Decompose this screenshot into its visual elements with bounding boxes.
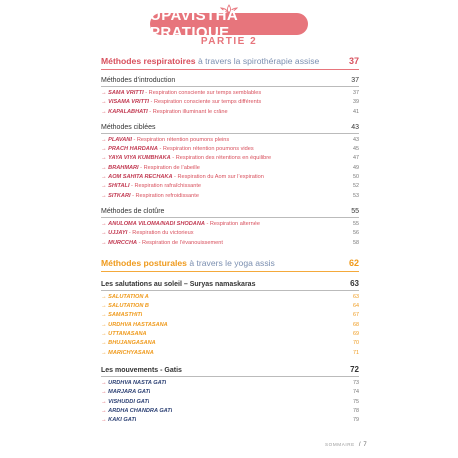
section-subtitle: à travers le yoga assis — [186, 257, 275, 268]
subsection-label: Méthodes ciblées — [101, 123, 156, 131]
subsection-ciblees[interactable] — [101, 124, 359, 134]
toc-entry[interactable]: → SHITALI - Respiration rafraîchissante 52 — [101, 183, 359, 190]
toc-entry[interactable]: → SALUTATION B 64 — [101, 303, 359, 310]
subsection-page-number: 72 — [350, 364, 359, 374]
toc-entry[interactable]: → VISAMA VRITTI - Respiration consciente sur temps différents 39 — [101, 99, 359, 106]
subsection-page-number: 37 — [351, 77, 359, 84]
arrow-icon: → — [101, 192, 109, 199]
subsection-cloture[interactable] — [101, 208, 359, 218]
arrow-icon: → — [101, 407, 109, 414]
arrow-icon: → — [101, 155, 109, 162]
section-page-number: 37 — [348, 56, 359, 66]
subsection-page-number: 63 — [350, 278, 359, 288]
section-subtitle: à travers la spirothérapie assise — [195, 56, 320, 66]
page-title-text: UPAVISTHA PRATIQUE — [150, 7, 238, 41]
arrow-icon: → — [101, 331, 109, 338]
list-ciblees — [101, 136, 359, 201]
arrow-icon: → — [101, 398, 109, 405]
page-subtitle: PARTIE 2 — [200, 36, 258, 47]
toc-entry[interactable]: → UTTANASANA 69 — [101, 331, 359, 338]
toc-entry[interactable]: → KAPALABHATI - Respiration illuminant le crâne 41 — [101, 108, 359, 115]
section-page-number: 62 — [348, 257, 359, 268]
arrow-icon: → — [101, 164, 109, 171]
toc-entry[interactable]: → MARJARA GATI 74 — [101, 389, 359, 396]
section-heading-respiratoires[interactable] — [101, 56, 359, 70]
toc-entry[interactable]: → MURCCHA - Respiration de l’évanouissement 58 — [101, 239, 359, 246]
arrow-icon: → — [101, 417, 109, 424]
arrow-icon: → — [101, 220, 109, 227]
section-title: Méthodes posturales — [101, 257, 187, 268]
page-footer — [325, 442, 367, 448]
arrow-icon: → — [101, 321, 109, 328]
subsection-label: Les mouvements - Gatis — [101, 366, 182, 374]
arrow-icon: → — [101, 136, 109, 143]
toc-entry[interactable]: → URDHVA HASTASANA 68 — [101, 321, 359, 328]
toc-entry[interactable]: → BRAHMARI - Respiration de l’abeille 49 — [101, 164, 359, 171]
table-of-contents — [101, 56, 359, 425]
toc-entry[interactable]: → KAKI GATI 79 — [101, 417, 359, 424]
arrow-icon: → — [101, 108, 109, 115]
subsection-introduction[interactable] — [101, 77, 359, 87]
subsection-label: Méthodes d’introduction — [101, 77, 176, 84]
arrow-icon: → — [101, 389, 109, 396]
subsection-salutations[interactable] — [101, 279, 359, 291]
subsection-page-number: 55 — [351, 207, 359, 215]
toc-entry[interactable]: → VISHUDDI GATI 75 — [101, 398, 359, 405]
toc-entry[interactable]: → MARICHYASANA 71 — [101, 349, 359, 356]
list-introduction — [101, 89, 359, 117]
arrow-icon: → — [101, 230, 109, 237]
subsection-page-number: 43 — [351, 123, 359, 131]
arrow-icon: → — [101, 312, 109, 319]
toc-entry[interactable]: → PLAVANI - Respiration rétention poumons pleins 43 — [101, 136, 359, 143]
toc-entry[interactable]: → BHUJANGASANA 70 — [101, 340, 359, 347]
list-cloture — [101, 220, 359, 248]
list-salutations — [101, 293, 359, 358]
toc-entry[interactable]: → SAMASTHITI 67 — [101, 312, 359, 319]
arrow-icon: → — [101, 99, 109, 106]
toc-entry[interactable]: → SALUTATION A 63 — [101, 293, 359, 300]
arrow-icon: → — [101, 239, 109, 246]
toc-entry[interactable]: → UJJAYI - Respiration du victorieux 56 — [101, 230, 359, 237]
arrow-icon: → — [101, 379, 109, 386]
page-title — [150, 7, 308, 41]
toc-entry[interactable]: → SAMA VRITTI - Respiration consciente sur temps semblables 37 — [101, 90, 359, 96]
toc-entry[interactable]: → AOM SAHITA RECHAKA - Respiration du Aom sur l’expiration 50 — [101, 174, 359, 181]
section-heading-posturales[interactable] — [101, 258, 359, 272]
toc-entry[interactable]: → YAYA VIYA KUMBHAKA - Respiration des rétentions en équilibre 47 — [101, 155, 359, 162]
toc-entry[interactable]: → URDHVA NASTA GATI 73 — [101, 379, 359, 386]
arrow-icon: → — [101, 293, 109, 300]
section-title: Méthodes respiratoires — [101, 56, 196, 66]
toc-entry[interactable]: → ARDHA CHANDRA GATI 78 — [101, 407, 359, 414]
subsection-mouvements[interactable] — [101, 365, 359, 377]
arrow-icon: → — [101, 90, 109, 96]
footer-label: SOMMAIRE — [325, 442, 355, 447]
arrow-icon: → — [101, 340, 109, 347]
subsection-label: Les salutations au soleil – Suryas namaskaras — [101, 280, 256, 288]
subsection-label: Méthodes de clotûre — [101, 207, 165, 215]
arrow-icon: → — [101, 183, 109, 190]
arrow-icon: → — [101, 349, 109, 356]
toc-entry[interactable]: → ANULOMA VILOMA/NADI SHODANA - Respiration alternée 55 — [101, 220, 359, 227]
toc-entry[interactable]: → PRACH HARDANA - Respiration rétention poumons vides 45 — [101, 146, 359, 153]
footer-page-number: / 7 — [358, 442, 368, 448]
arrow-icon: → — [101, 303, 109, 310]
toc-entry[interactable]: → SITKARI - Respiration refroidissante 53 — [101, 192, 359, 199]
list-mouvements — [101, 379, 359, 425]
arrow-icon: → — [101, 146, 109, 153]
arrow-icon: → — [101, 174, 109, 181]
